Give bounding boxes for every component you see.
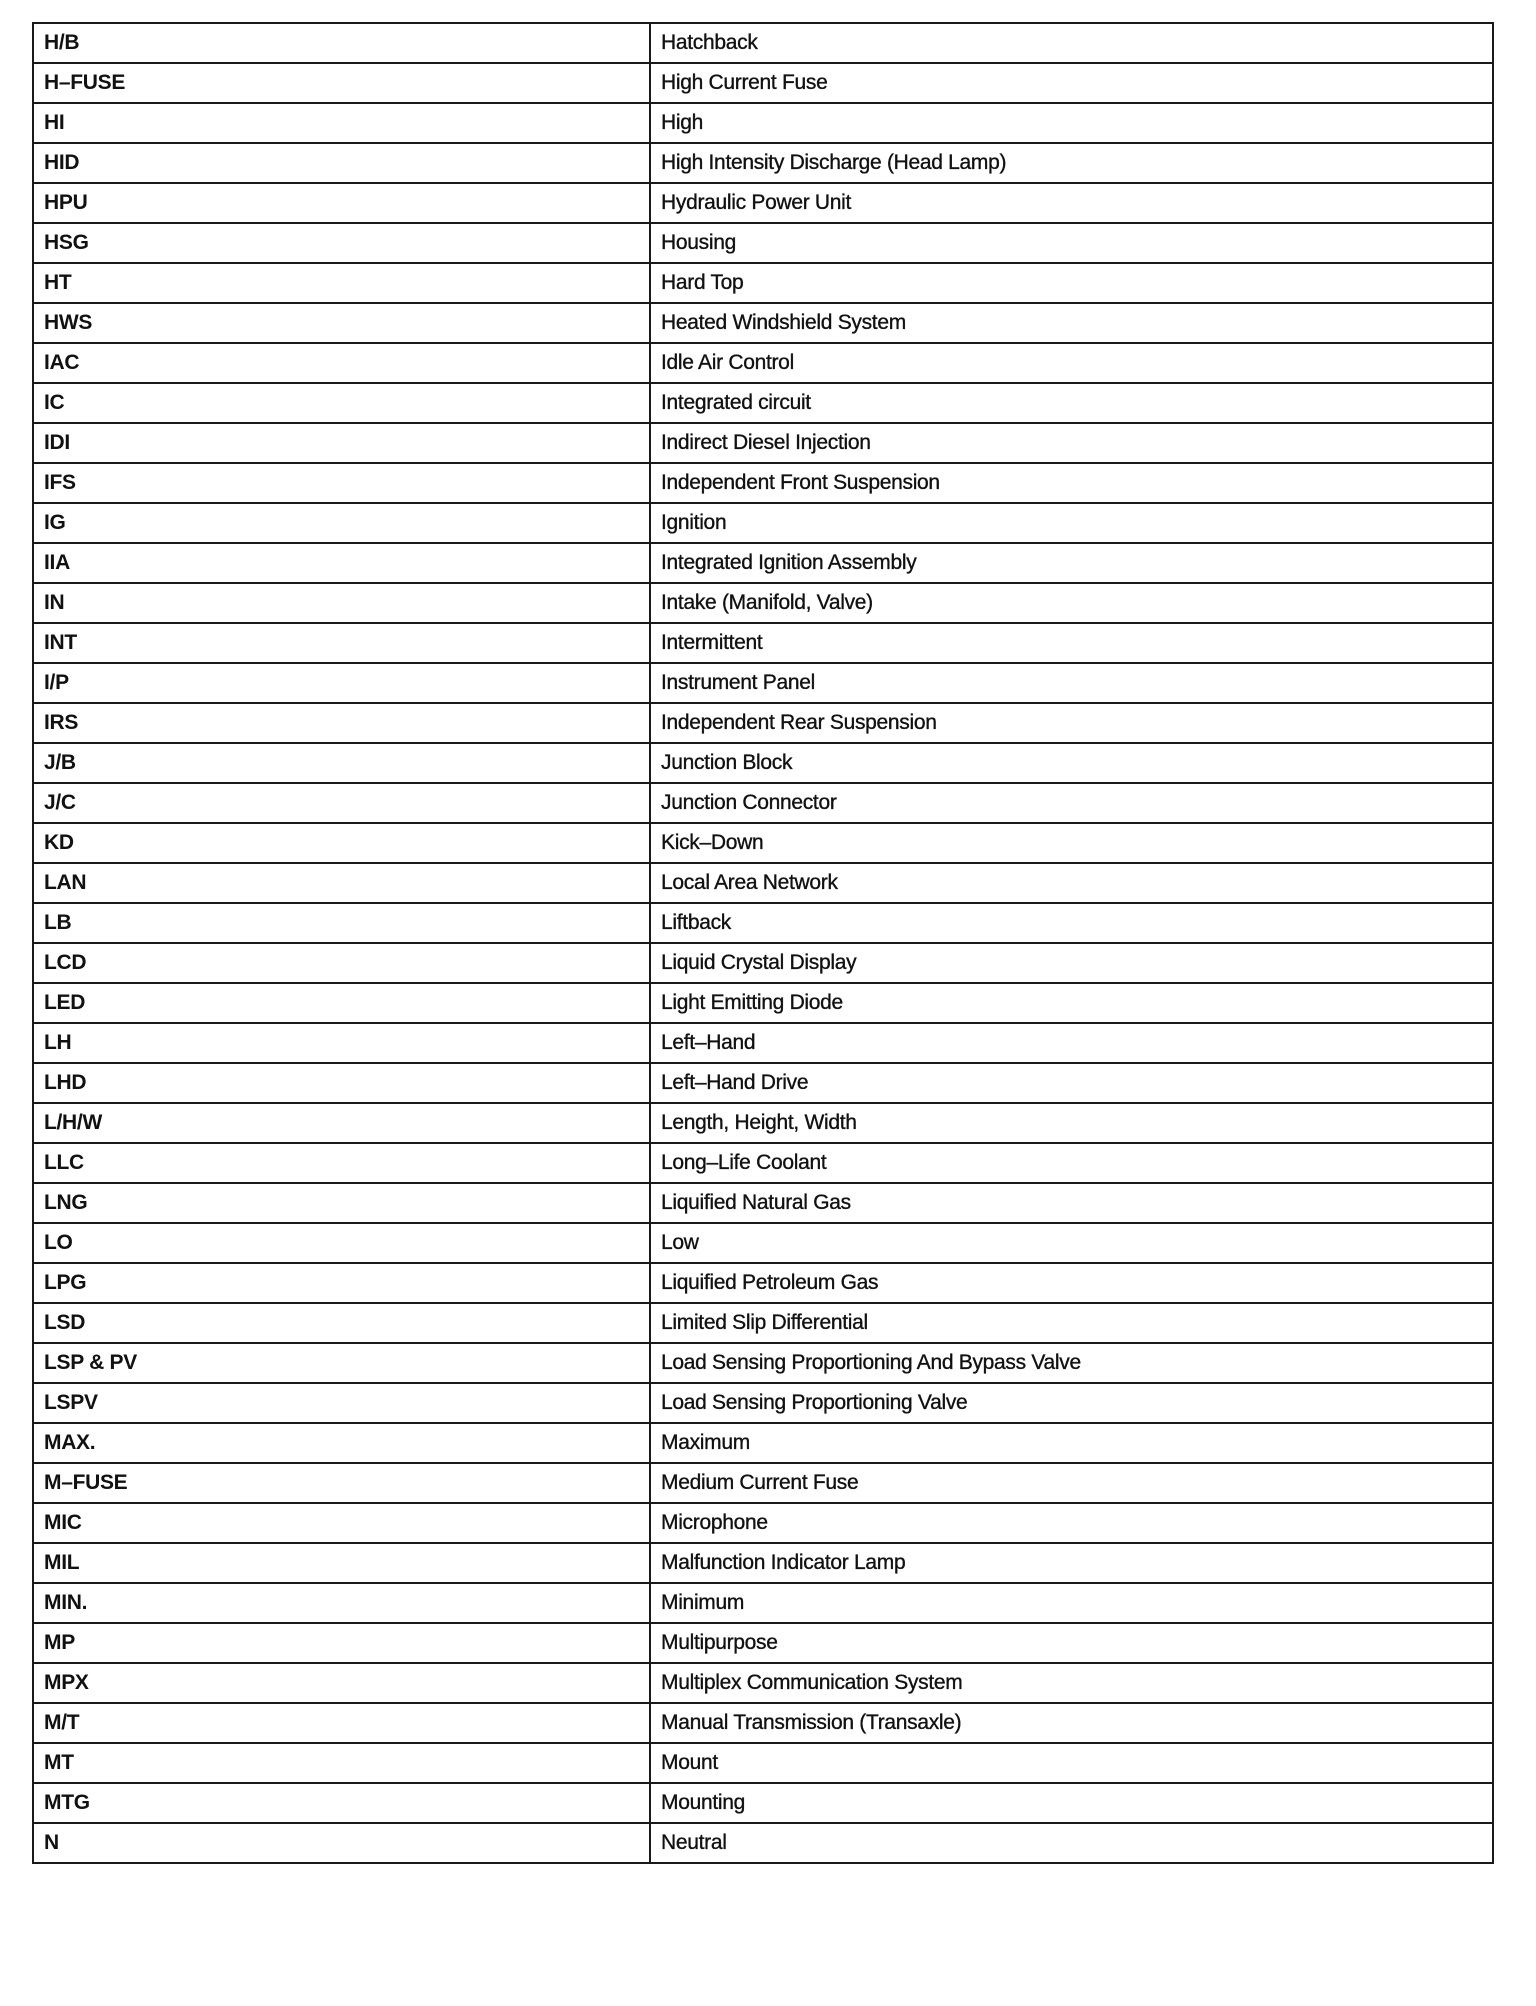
term-cell: Liquid Crystal Display [650,943,1493,983]
abbreviation-cell: J/C [33,783,650,823]
table-row [33,703,1493,743]
table-row [33,1183,1493,1223]
term-cell: Neutral [650,1823,1493,1863]
abbreviation-cell: HPU [33,183,650,223]
abbreviation-cell: M–FUSE [33,1463,650,1503]
term-cell: Heated Windshield System [650,303,1493,343]
term-cell: Long–Life Coolant [650,1143,1493,1183]
term-cell: High Current Fuse [650,63,1493,103]
table-row [33,863,1493,903]
abbreviation-cell: INT [33,623,650,663]
term-cell: Load Sensing Proportioning And Bypass Valve [650,1343,1493,1383]
abbreviation-cell: LSP & PV [33,1343,650,1383]
term-cell: High [650,103,1493,143]
abbreviation-cell: J/B [33,743,650,783]
table-row [33,1303,1493,1343]
table-row [33,1543,1493,1583]
term-cell: Junction Block [650,743,1493,783]
term-cell: Length, Height, Width [650,1103,1493,1143]
table-row [33,1743,1493,1783]
term-cell: Mount [650,1743,1493,1783]
term-cell: Manual Transmission (Transaxle) [650,1703,1493,1743]
table-row [33,1343,1493,1383]
table-row [33,303,1493,343]
term-cell: Independent Front Suspension [650,463,1493,503]
term-cell: Maximum [650,1423,1493,1463]
abbreviation-cell: LED [33,983,650,1023]
abbreviation-cell: LO [33,1223,650,1263]
abbreviation-cell: LSD [33,1303,650,1343]
table-row [33,943,1493,983]
table-row [33,1623,1493,1663]
term-cell: Medium Current Fuse [650,1463,1493,1503]
table-row [33,1663,1493,1703]
term-cell: High Intensity Discharge (Head Lamp) [650,143,1493,183]
term-cell: Microphone [650,1503,1493,1543]
term-cell: Malfunction Indicator Lamp [650,1543,1493,1583]
table-row [33,1143,1493,1183]
term-cell: Multipurpose [650,1623,1493,1663]
abbreviation-cell: HSG [33,223,650,263]
term-cell: Kick–Down [650,823,1493,863]
abbreviation-cell: MIC [33,1503,650,1543]
abbreviation-cell: IAC [33,343,650,383]
term-cell: Light Emitting Diode [650,983,1493,1023]
table-row [33,663,1493,703]
table-row [33,263,1493,303]
table-row [33,583,1493,623]
table-row [33,823,1493,863]
term-cell: Hatchback [650,23,1493,63]
abbreviation-cell: L/H/W [33,1103,650,1143]
abbreviation-cell: MIL [33,1543,650,1583]
table-row [33,1223,1493,1263]
term-cell: Left–Hand [650,1023,1493,1063]
term-cell: Liquified Petroleum Gas [650,1263,1493,1303]
table-row [33,1463,1493,1503]
term-cell: Hydraulic Power Unit [650,183,1493,223]
table-row [33,63,1493,103]
table-row [33,343,1493,383]
table-row [33,1063,1493,1103]
term-cell: Ignition [650,503,1493,543]
abbreviation-cell: MTG [33,1783,650,1823]
table-row [33,1023,1493,1063]
term-cell: Minimum [650,1583,1493,1623]
abbreviation-cell: IRS [33,703,650,743]
table-row [33,783,1493,823]
table-row [33,463,1493,503]
abbreviation-cell: LH [33,1023,650,1063]
term-cell: Load Sensing Proportioning Valve [650,1383,1493,1423]
term-cell: Integrated Ignition Assembly [650,543,1493,583]
table-row [33,223,1493,263]
table-row [33,1503,1493,1543]
abbreviation-cell: N [33,1823,650,1863]
term-cell: Integrated circuit [650,383,1493,423]
table-row [33,1703,1493,1743]
abbreviation-cell: IIA [33,543,650,583]
term-cell: Indirect Diesel Injection [650,423,1493,463]
abbreviation-cell: KD [33,823,650,863]
table-row [33,1383,1493,1423]
table-row [33,1103,1493,1143]
table-row [33,183,1493,223]
abbreviation-cell: HWS [33,303,650,343]
abbreviation-cell: IDI [33,423,650,463]
abbreviation-cell: MIN. [33,1583,650,1623]
abbreviation-cell: MT [33,1743,650,1783]
table-row [33,423,1493,463]
term-cell: Hard Top [650,263,1493,303]
abbreviation-cell: M/T [33,1703,650,1743]
abbreviation-cell: LLC [33,1143,650,1183]
abbreviation-cell: HT [33,263,650,303]
abbreviation-cell: LHD [33,1063,650,1103]
term-cell: Low [650,1223,1493,1263]
term-cell: Limited Slip Differential [650,1303,1493,1343]
abbreviation-cell: LCD [33,943,650,983]
abbreviation-cell: IG [33,503,650,543]
term-cell: Local Area Network [650,863,1493,903]
term-cell: Liftback [650,903,1493,943]
term-cell: Left–Hand Drive [650,1063,1493,1103]
term-cell: Intermittent [650,623,1493,663]
table-row [33,23,1493,63]
abbreviation-cell: H/B [33,23,650,63]
abbreviation-cell: IC [33,383,650,423]
abbreviation-cell: H–FUSE [33,63,650,103]
abbreviation-sheet [32,22,1492,1864]
table-row [33,503,1493,543]
abbreviation-cell: LPG [33,1263,650,1303]
abbreviation-cell: LNG [33,1183,650,1223]
term-cell: Housing [650,223,1493,263]
table-row [33,1583,1493,1623]
table-row [33,543,1493,583]
table-row [33,1423,1493,1463]
table-row [33,143,1493,183]
term-cell: Idle Air Control [650,343,1493,383]
term-cell: Intake (Manifold, Valve) [650,583,1493,623]
abbreviation-cell: LAN [33,863,650,903]
table-row [33,983,1493,1023]
table-row [33,623,1493,663]
term-cell: Mounting [650,1783,1493,1823]
table-row [33,743,1493,783]
abbreviation-cell: LB [33,903,650,943]
table-row [33,1783,1493,1823]
abbreviation-cell: HI [33,103,650,143]
table-row [33,1823,1493,1863]
term-cell: Independent Rear Suspension [650,703,1493,743]
term-cell: Junction Connector [650,783,1493,823]
abbreviation-cell: LSPV [33,1383,650,1423]
abbreviation-cell: I/P [33,663,650,703]
abbreviation-table-body [33,23,1493,1863]
abbreviation-cell: MP [33,1623,650,1663]
term-cell: Multiplex Communication System [650,1663,1493,1703]
table-row [33,1263,1493,1303]
abbreviation-cell: HID [33,143,650,183]
abbreviation-cell: MPX [33,1663,650,1703]
table-row [33,103,1493,143]
abbreviation-table [32,22,1494,1864]
abbreviation-cell: IN [33,583,650,623]
abbreviation-cell: MAX. [33,1423,650,1463]
abbreviation-cell: IFS [33,463,650,503]
term-cell: Instrument Panel [650,663,1493,703]
table-row [33,383,1493,423]
table-row [33,903,1493,943]
term-cell: Liquified Natural Gas [650,1183,1493,1223]
